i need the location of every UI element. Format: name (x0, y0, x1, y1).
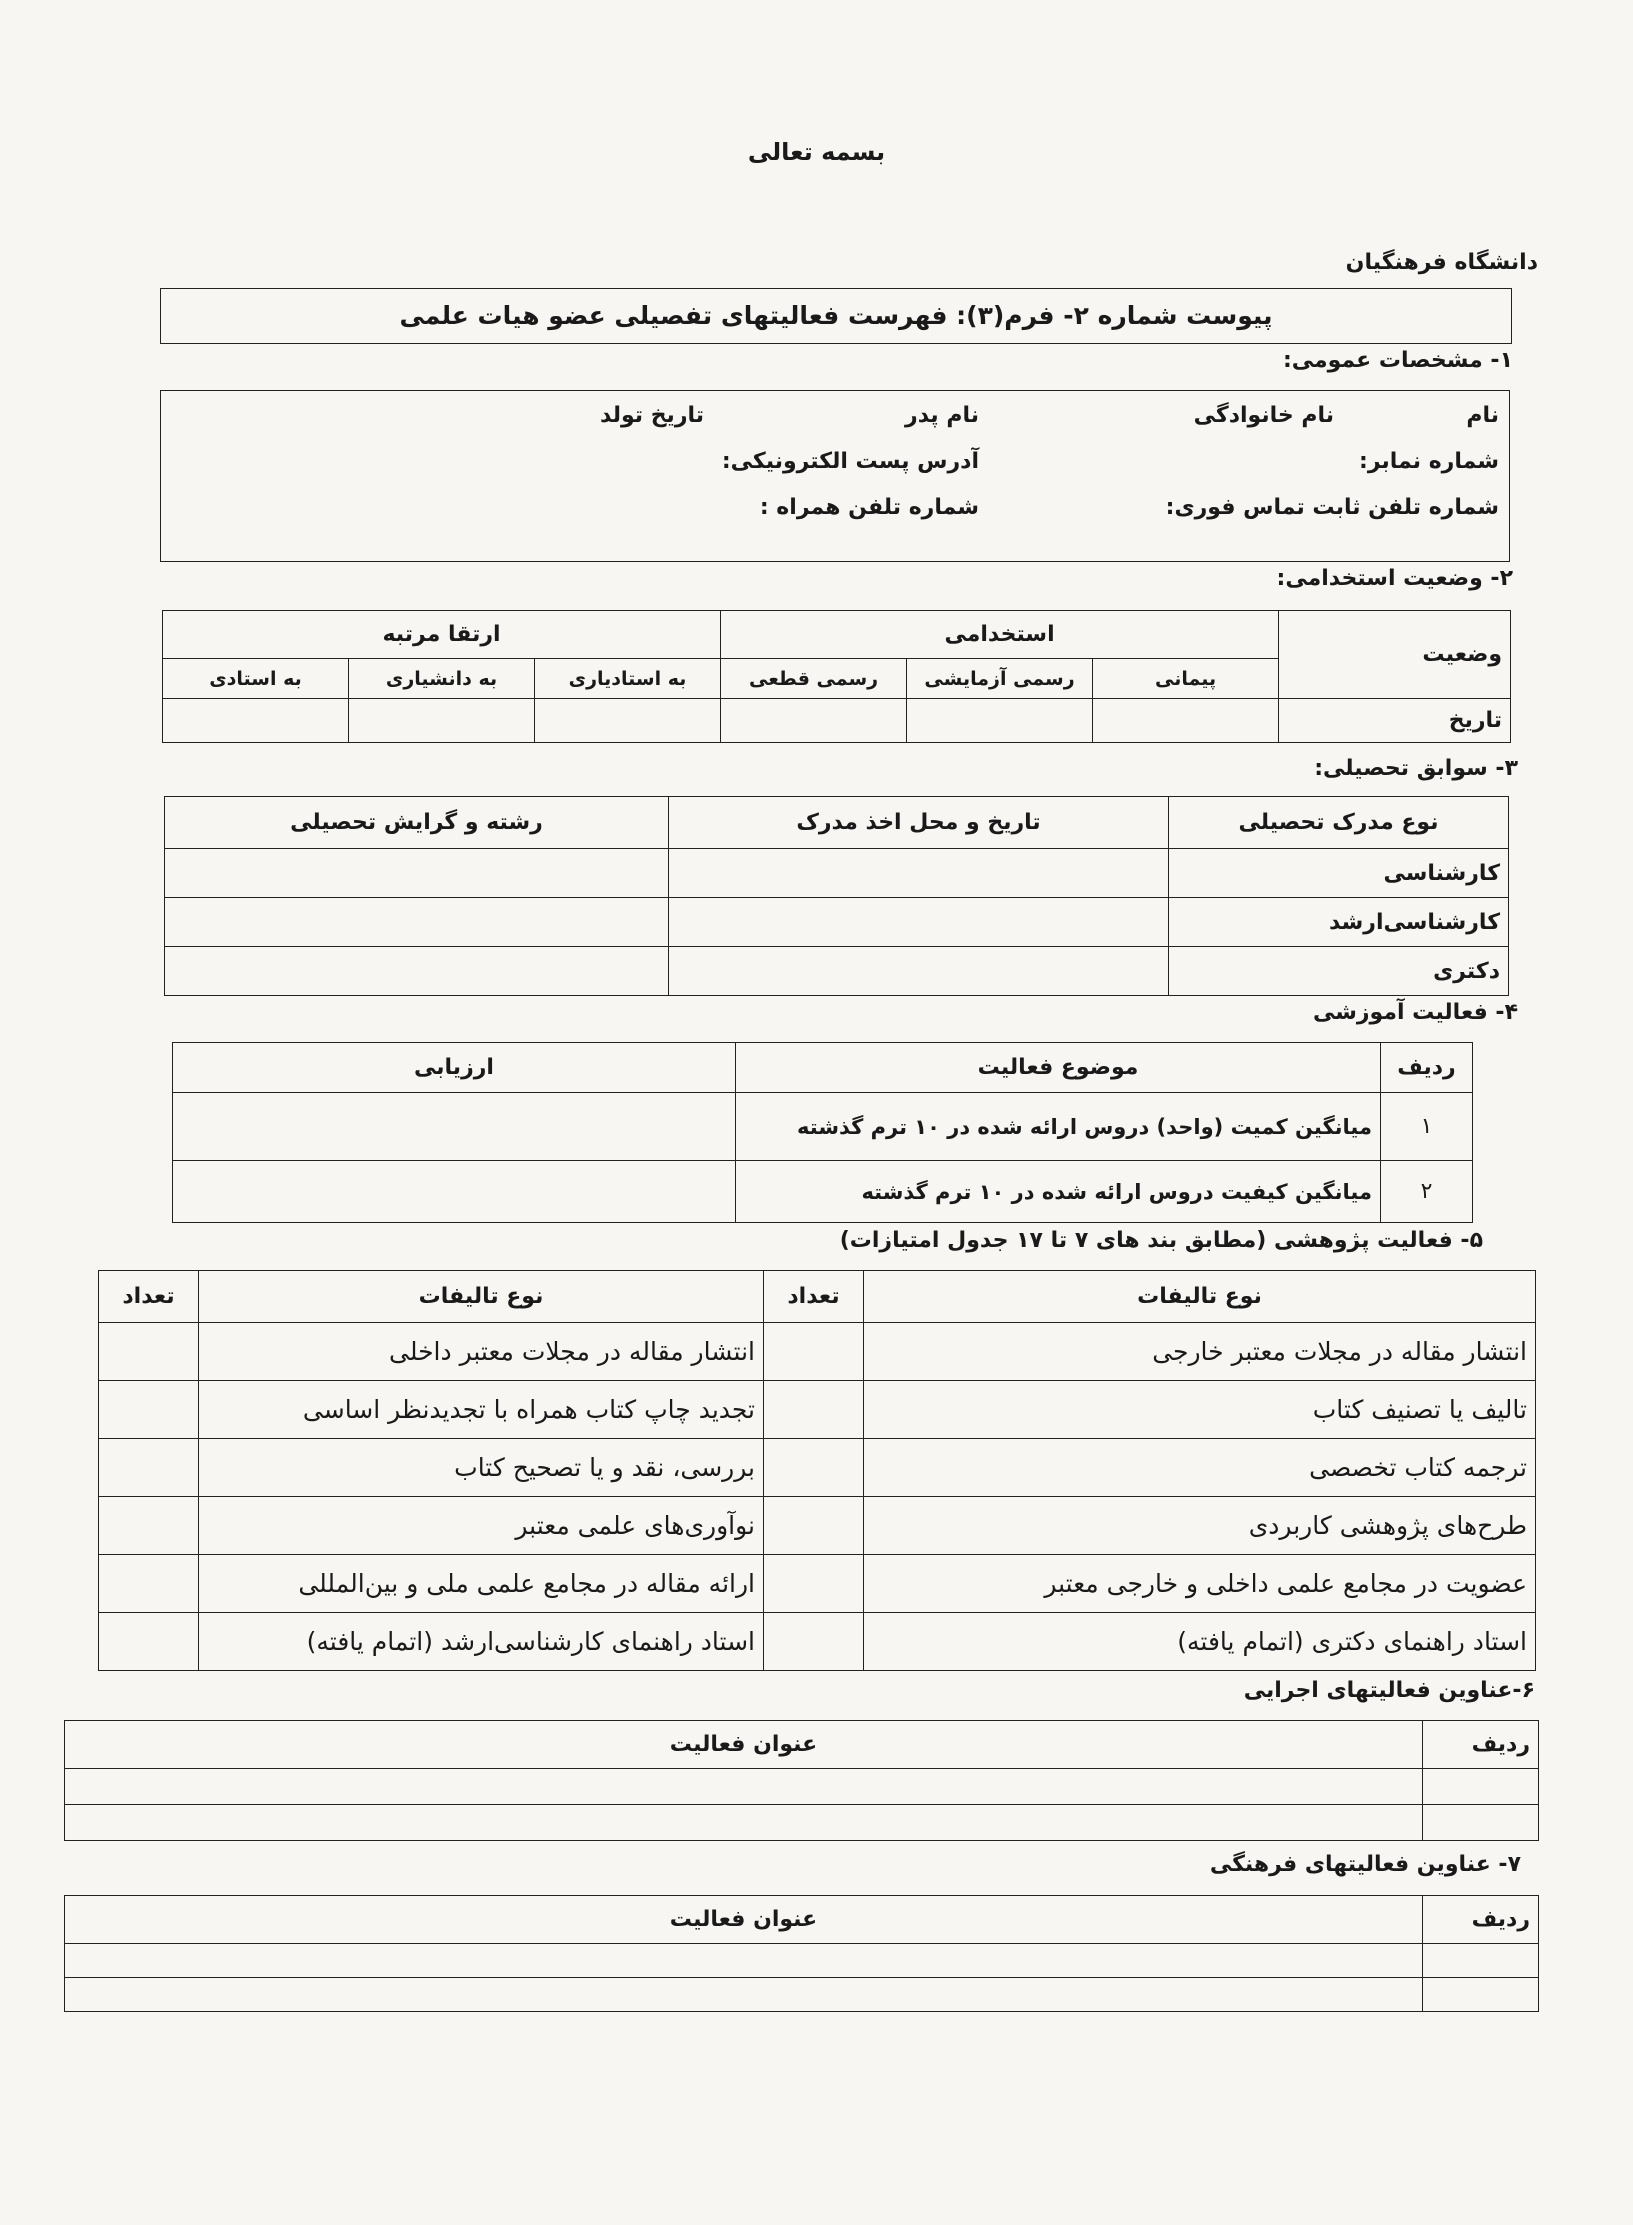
count-cell (99, 1439, 199, 1497)
col-count: تعداد (764, 1271, 864, 1323)
degree-bachelor: کارشناسی (1169, 849, 1509, 898)
publication-type: ترجمه کتاب تخصصی (864, 1439, 1536, 1497)
label-family-name: نام خانوادگی (1193, 403, 1334, 428)
count-cell (764, 1439, 864, 1497)
row-number: ۲ (1381, 1161, 1473, 1223)
count-cell (764, 1613, 864, 1671)
count-cell (764, 1555, 864, 1613)
section-1-heading: ۱- مشخصات عمومی: (1282, 348, 1513, 373)
activity-subject: میانگین کمیت (واحد) دروس ارائه شده در ۱۰ ترم گذشته (736, 1093, 1381, 1161)
col-permanent: رسمی قطعی (721, 659, 907, 699)
publication-type: بررسی، نقد و یا تصحیح کتاب (199, 1439, 764, 1497)
evaluation-cell (173, 1161, 736, 1223)
col-row-number: ردیف (1423, 1896, 1539, 1944)
section-3-heading: ۳- سوابق تحصیلی: (1314, 756, 1518, 781)
university-name: دانشگاه فرهنگیان (1345, 250, 1538, 275)
cultural-activities-table (64, 1895, 1539, 2012)
publication-type: استاد راهنمای دکتری (اتمام یافته) (864, 1613, 1536, 1671)
label-father-name: نام پدر (905, 403, 979, 428)
col-contractual: پیمانی (1093, 659, 1279, 699)
section-4-heading: ۴- فعالیت آموزشی (1312, 1000, 1518, 1025)
table-cell (65, 1805, 1423, 1841)
table-cell (669, 947, 1169, 996)
col-probationary: رسمی آزمایشی (907, 659, 1093, 699)
publication-type: تالیف یا تصنیف کتاب (864, 1381, 1536, 1439)
table-cell (65, 1978, 1423, 2012)
col-activity-title: عنوان فعالیت (65, 1896, 1423, 1944)
count-cell (99, 1555, 199, 1613)
table-cell (1423, 1944, 1539, 1978)
count-cell (764, 1497, 864, 1555)
publication-type: استاد راهنمای کارشناسی‌ارشد (اتمام یافته) (199, 1613, 764, 1671)
col-degree-date-place: تاریخ و محل اخذ مدرک (669, 797, 1169, 849)
label-email: آدرس پست الکترونیکی: (721, 449, 979, 474)
status-label: وضعیت (1279, 611, 1511, 699)
col-row-number: ردیف (1423, 1721, 1539, 1769)
count-cell (99, 1613, 199, 1671)
col-activity-title: عنوان فعالیت (65, 1721, 1423, 1769)
education-table (164, 796, 1509, 996)
col-associate-prof: به دانشیاری (349, 659, 535, 699)
form-title: پیوست شماره ۲- فرم(۳): فهرست فعالیتهای تفصیلی عضو هیات علمی (160, 288, 1512, 344)
degree-master: کارشناسی‌ارشد (1169, 898, 1509, 947)
date-cell (721, 699, 907, 743)
publication-type: ارائه مقاله در مجامع علمی ملی و بین‌المللی (199, 1555, 764, 1613)
label-birth-date: تاریخ تولد (600, 403, 704, 428)
col-assistant-prof: به استادیاری (535, 659, 721, 699)
date-cell (163, 699, 349, 743)
date-cell (1093, 699, 1279, 743)
table-cell (165, 849, 669, 898)
col-evaluation: ارزیابی (173, 1043, 736, 1093)
row-number: ۱ (1381, 1093, 1473, 1161)
table-cell (165, 947, 669, 996)
evaluation-cell (173, 1093, 736, 1161)
table-cell (1423, 1769, 1539, 1805)
general-info-box (160, 390, 1510, 562)
section-2-heading: ۲- وضعیت استخدامی: (1276, 566, 1513, 591)
label-fax: شماره نمابر: (1359, 449, 1499, 474)
section-6-heading: ۶-عناوین فعالیتهای اجرایی (1243, 1678, 1535, 1703)
section-7-heading: ۷- عناوین فعالیتهای فرهنگی (1209, 1852, 1521, 1877)
count-cell (99, 1381, 199, 1439)
degree-phd: دکتری (1169, 947, 1509, 996)
label-landline: شماره تلفن ثابت تماس فوری: (1165, 495, 1499, 520)
label-mobile: شماره تلفن همراه : (759, 495, 979, 520)
employment-group-header: استخدامی (721, 611, 1279, 659)
col-full-prof: به استادی (163, 659, 349, 699)
section-5-heading: ۵- فعالیت پژوهشی (مطابق بند های ۷ تا ۱۷ جدول امتیازات) (839, 1228, 1483, 1253)
publication-type: انتشار مقاله در مجلات معتبر خارجی (864, 1323, 1536, 1381)
col-count: تعداد (99, 1271, 199, 1323)
col-field-of-study: رشته و گرایش تحصیلی (165, 797, 669, 849)
activity-subject: میانگین کیفیت دروس ارائه شده در ۱۰ ترم گذشته (736, 1161, 1381, 1223)
table-cell (669, 898, 1169, 947)
col-activity-subject: موضوع فعالیت (736, 1043, 1381, 1093)
publication-type: انتشار مقاله در مجلات معتبر داخلی (199, 1323, 764, 1381)
count-cell (99, 1323, 199, 1381)
date-cell (907, 699, 1093, 743)
table-cell (65, 1944, 1423, 1978)
table-cell (65, 1769, 1423, 1805)
executive-activities-table (64, 1720, 1539, 1841)
date-cell (535, 699, 721, 743)
col-row-number: ردیف (1381, 1043, 1473, 1093)
employment-table (162, 610, 1511, 743)
col-publication-type: نوع تالیفات (199, 1271, 764, 1323)
table-cell (669, 849, 1169, 898)
table-cell (1423, 1978, 1539, 2012)
invocation: بسمه تعالی (747, 138, 886, 166)
date-label: تاریخ (1279, 699, 1511, 743)
promotion-group-header: ارتقا مرتبه (163, 611, 721, 659)
research-table (98, 1270, 1536, 1671)
col-publication-type: نوع تالیفات (864, 1271, 1536, 1323)
count-cell (99, 1497, 199, 1555)
teaching-table (172, 1042, 1473, 1223)
publication-type: نوآوری‌های علمی معتبر (199, 1497, 764, 1555)
publication-type: طرح‌های پژوهشی کاربردی (864, 1497, 1536, 1555)
table-cell (165, 898, 669, 947)
count-cell (764, 1323, 864, 1381)
col-degree-type: نوع مدرک تحصیلی (1169, 797, 1509, 849)
count-cell (764, 1381, 864, 1439)
date-cell (349, 699, 535, 743)
label-name: نام (1466, 403, 1499, 428)
publication-type: عضویت در مجامع علمی داخلی و خارجی معتبر (864, 1555, 1536, 1613)
publication-type: تجدید چاپ کتاب همراه با تجدیدنظر اساسی (199, 1381, 764, 1439)
table-cell (1423, 1805, 1539, 1841)
